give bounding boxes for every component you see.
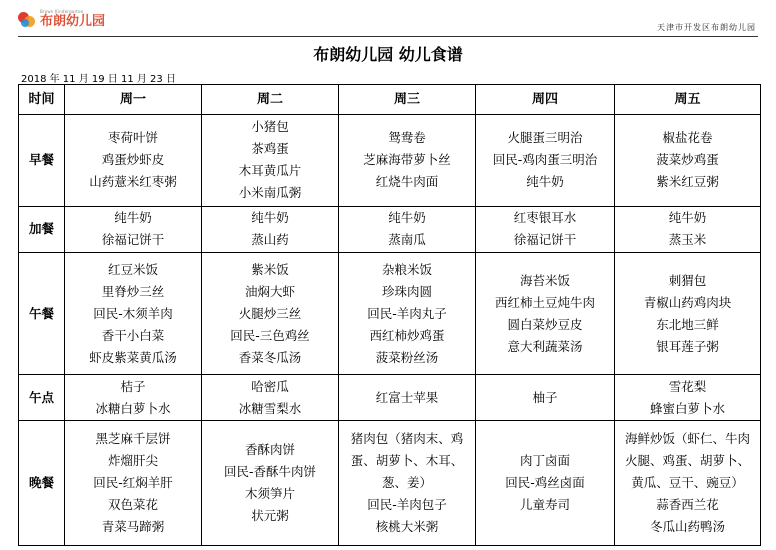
dish-item: 回民-鸡肉蛋三明治 <box>492 152 598 168</box>
column-header-day: 周五 <box>615 85 761 115</box>
menu-cell <box>65 375 202 421</box>
dish-item: 冰糖雪梨水 <box>238 400 302 416</box>
meal-label: 晚餐 <box>19 421 65 546</box>
dish-item: 油焖大虾 <box>244 283 295 299</box>
meal-label: 早餐 <box>19 115 65 207</box>
table-row <box>19 375 761 421</box>
dish-item: 木须笋片 <box>244 486 295 502</box>
dish-item: 蒜香西兰花 <box>656 497 719 513</box>
dish-item: 猪肉包（猪肉末、鸡蛋、胡萝卜、木耳、葱、姜） <box>350 431 464 491</box>
logo-chinese-name: 布朗幼儿园 <box>40 14 106 29</box>
dish-item: 西红柿土豆炖牛肉 <box>494 294 595 310</box>
dish-item: 回民-羊肉包子 <box>367 497 447 513</box>
dish-item: 鸡蛋炒虾皮 <box>101 152 165 168</box>
dish-item: 纯牛奶 <box>388 210 426 226</box>
dish-item: 火腿炒三丝 <box>238 305 302 321</box>
dish-item: 火腿蛋三明治 <box>507 130 583 146</box>
table-row <box>19 115 761 207</box>
dish-item: 海苔米饭 <box>519 272 570 288</box>
dish-item: 海鲜炒饭（虾仁、牛肉火腿、鸡蛋、胡萝卜、黄瓜、豆干、豌豆） <box>624 431 750 491</box>
table-row <box>19 421 761 546</box>
dish-item: 木耳黄瓜片 <box>238 163 302 179</box>
column-header-day: 周四 <box>476 85 615 115</box>
menu-cell <box>615 375 761 421</box>
column-header-day: 周三 <box>339 85 476 115</box>
dish-item: 回民-三色鸡丝 <box>230 327 310 343</box>
menu-cell <box>476 375 615 421</box>
header-divider <box>18 36 758 37</box>
dish-item: 回民-木须羊肉 <box>93 305 173 321</box>
menu-cell <box>65 252 202 375</box>
dish-item: 虾皮紫菜黄瓜汤 <box>89 349 177 365</box>
dish-item: 双色菜花 <box>107 497 158 513</box>
dish-item: 杂粮米饭 <box>381 261 432 277</box>
dish-item: 鸳鸯卷 <box>388 130 426 146</box>
table-header-row <box>19 85 761 115</box>
dish-item: 香菜冬瓜汤 <box>238 349 302 365</box>
dish-item: 桔子 <box>120 378 146 394</box>
menu-cell <box>202 206 339 252</box>
menu-cell <box>202 252 339 375</box>
menu-cell <box>615 206 761 252</box>
dish-item: 红枣银耳水 <box>513 210 577 226</box>
menu-cell <box>476 115 615 207</box>
dish-item: 蒸南瓜 <box>388 232 426 248</box>
dish-item: 雪花梨 <box>668 378 707 394</box>
dish-item: 红富士苹果 <box>375 389 439 405</box>
menu-cell <box>202 375 339 421</box>
dish-item: 蜂蜜白萝卜水 <box>649 400 725 416</box>
dish-item: 黑芝麻千层饼 <box>95 431 171 447</box>
menu-cell <box>202 421 339 546</box>
dish-item: 肉丁卤面 <box>519 453 570 469</box>
dish-item: 徐福记饼干 <box>513 232 577 248</box>
menu-cell <box>339 115 476 207</box>
dish-item: 蒸山药 <box>251 232 289 248</box>
kindergarten-logo <box>18 5 105 33</box>
dish-item: 纯牛奶 <box>668 210 707 226</box>
dish-item: 茶鸡蛋 <box>251 141 289 157</box>
menu-cell <box>615 115 761 207</box>
dish-item: 纯牛奶 <box>526 174 564 190</box>
dish-item: 椒盐花卷 <box>662 130 713 146</box>
dish-item: 柚子 <box>532 389 558 405</box>
menu-table <box>18 84 761 546</box>
menu-cell <box>339 375 476 421</box>
table-row <box>19 252 761 375</box>
dish-item: 冬瓜山药鸭汤 <box>649 519 725 535</box>
dish-item: 圆白菜炒豆皮 <box>507 316 583 332</box>
dish-item: 刺猬包 <box>668 272 707 288</box>
dish-item: 枣荷叶饼 <box>107 130 158 146</box>
dish-item: 炸熘肝尖 <box>107 453 158 469</box>
dish-item: 香干小白菜 <box>101 327 165 343</box>
dish-item: 青菜马蹄粥 <box>101 519 165 535</box>
dish-item: 青椒山药鸡肉块 <box>643 294 732 310</box>
dish-item: 红豆米饭 <box>107 261 158 277</box>
column-header-day: 周一 <box>65 85 202 115</box>
dish-item: 东北地三鲜 <box>656 316 719 332</box>
page-title: 布朗幼儿园 幼儿食谱 <box>313 45 463 64</box>
organization-name: 天津市开发区布朗幼儿园 <box>657 23 756 32</box>
logo-mark-icon <box>18 10 36 28</box>
table-row <box>19 206 761 252</box>
dish-item: 核桃大米粥 <box>375 519 439 535</box>
dish-item: 回民-红焖羊肝 <box>93 475 173 491</box>
dish-item: 山药薏米红枣粥 <box>89 174 177 190</box>
dish-item: 小米南瓜粥 <box>238 185 302 201</box>
menu-cell <box>339 421 476 546</box>
dish-item: 回民-鸡丝卤面 <box>505 475 585 491</box>
meal-label: 加餐 <box>19 206 65 252</box>
dish-item: 冰糖白萝卜水 <box>95 400 171 416</box>
menu-cell <box>339 206 476 252</box>
logo-english-name: Brown Kindergarten <box>40 9 84 14</box>
dish-item: 纯牛奶 <box>251 210 289 226</box>
menu-cell <box>615 252 761 375</box>
dish-item: 小猪包 <box>251 119 289 135</box>
menu-cell <box>202 115 339 207</box>
dish-item: 西红柿炒鸡蛋 <box>369 327 445 343</box>
meal-label: 午餐 <box>19 252 65 375</box>
menu-cell <box>339 252 476 375</box>
dish-item: 里脊炒三丝 <box>101 283 165 299</box>
menu-cell <box>476 421 615 546</box>
dish-item: 意大利蔬菜汤 <box>507 338 583 354</box>
dish-item: 蒸玉米 <box>668 232 707 248</box>
dish-item: 状元粥 <box>251 508 289 524</box>
menu-cell <box>65 206 202 252</box>
menu-cell <box>476 252 615 375</box>
dish-item: 银耳莲子粥 <box>656 338 719 354</box>
dish-item: 芝麻海带萝卜丝 <box>363 152 451 168</box>
column-header-day: 周二 <box>202 85 339 115</box>
date-range: 2018 年 11 月 19 日 11 月 23 日 <box>21 74 176 85</box>
dish-item: 纯牛奶 <box>114 210 152 226</box>
meal-label: 午点 <box>19 375 65 421</box>
dish-item: 徐福记饼干 <box>101 232 165 248</box>
dish-item: 菠菜粉丝汤 <box>375 349 439 365</box>
dish-item: 哈密瓜 <box>251 378 289 394</box>
dish-item: 儿童寿司 <box>519 497 570 513</box>
dish-item: 香酥肉饼 <box>244 442 295 458</box>
dish-item: 红烧牛肉面 <box>375 174 439 190</box>
dish-item: 珍珠肉圆 <box>381 283 432 299</box>
menu-cell <box>65 115 202 207</box>
menu-cell <box>476 206 615 252</box>
dish-item: 回民-羊肉丸子 <box>367 305 447 321</box>
column-header-time: 时间 <box>19 85 65 115</box>
dish-item: 紫米饭 <box>251 261 289 277</box>
dish-item: 回民-香酥牛肉饼 <box>223 464 316 480</box>
logo-text <box>40 9 105 29</box>
dish-item: 紫米红豆粥 <box>656 174 719 190</box>
dish-item: 菠菜炒鸡蛋 <box>656 152 719 168</box>
menu-cell <box>65 421 202 546</box>
menu-cell <box>615 421 761 546</box>
